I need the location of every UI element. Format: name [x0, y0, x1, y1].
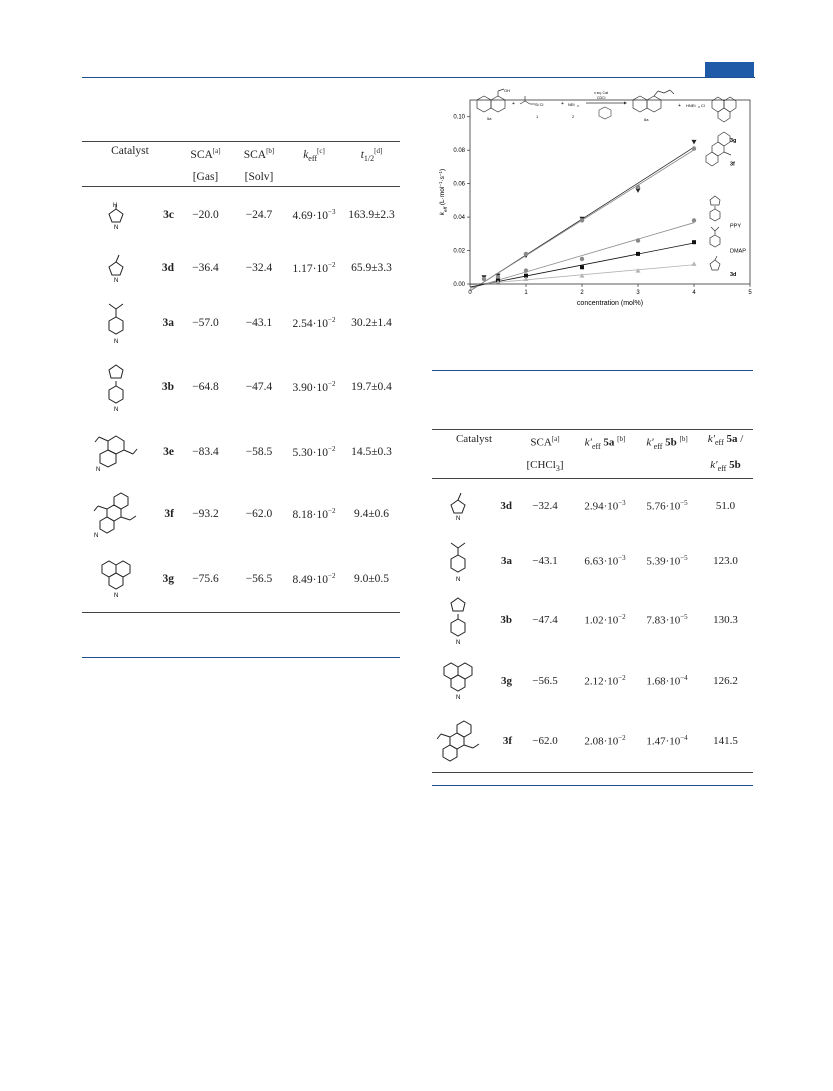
x-tick-label: 3 — [636, 290, 640, 296]
legend-structure-3g — [712, 97, 736, 122]
legend-structure-3d — [710, 256, 720, 270]
data-point — [524, 252, 528, 256]
structure-cyclohexyl-diamine-pyridine — [432, 711, 484, 773]
table-row: H N 3c −20.0 −24.7 $4.69\cdot 10^{-3}$ 163.9±2.3 — [82, 187, 400, 243]
svg-text:N: N — [456, 515, 461, 521]
structure-methylimidazole — [82, 243, 150, 294]
table-row: N 3b −47.4 $1.02\cdot 10^{-2}$ $7.83\cdot 10^{-5}$ 130.3 — [432, 589, 753, 651]
legend-structure-ppy — [710, 196, 720, 221]
reaction-scheme — [477, 88, 705, 122]
series-ppy — [470, 218, 696, 288]
svg-text:x eq. Cat: x eq. Cat — [594, 91, 609, 95]
svg-text:CDCl: CDCl — [597, 96, 606, 100]
section-rule-right-2 — [432, 785, 753, 786]
svg-text:3: 3 — [577, 104, 579, 108]
structure-imidazole — [82, 187, 150, 243]
y-tick-label: 0.08 — [453, 148, 465, 155]
svg-text:N: N — [114, 224, 119, 231]
compound-6a — [633, 90, 674, 122]
col-sca-unit: [CHCl$_3$] — [516, 456, 574, 479]
table-row: N 3f −93.2 −62.0 $8.18\cdot 10^{-2}$ 9.4±0.6 — [82, 482, 400, 547]
compound-2 — [568, 102, 579, 119]
series-label-dmap: DMAP — [730, 248, 746, 255]
data-point — [636, 252, 640, 256]
data-point — [482, 277, 486, 281]
svg-text:N: N — [94, 533, 99, 539]
y-tick-label: 0.10 — [453, 114, 465, 121]
svg-text:NEt: NEt — [568, 102, 575, 107]
page-number-block — [705, 62, 754, 77]
svg-text:N: N — [456, 694, 461, 701]
svg-text:N: N — [114, 338, 119, 345]
col-sca-solv: SCA[b] — [233, 142, 285, 169]
col-ratio-denominator: $k'_{eff}$ 5b — [698, 456, 753, 479]
col-keff-5a: $k'_{eff}$ 5a [b] — [574, 430, 636, 456]
data-point — [692, 146, 696, 150]
y-tick-label: 0.06 — [453, 181, 465, 188]
series-dmap — [470, 240, 696, 287]
series-label-3d: 3d — [730, 271, 737, 278]
series-label-3g: 3g — [730, 138, 737, 145]
table-1 — [82, 141, 400, 613]
col-keff-5b: $k'_{eff}$ 5b [b] — [636, 430, 698, 456]
svg-text:N: N — [114, 406, 119, 413]
structure-dmap — [432, 533, 484, 589]
structure-methylimidazole — [432, 479, 484, 533]
y-tick-label: 0.04 — [453, 215, 465, 222]
svg-text:N: N — [114, 278, 119, 285]
structure-julolidine-pyridine — [432, 651, 484, 711]
svg-text:N: N — [114, 593, 119, 600]
x-axis-label: concentration (mol%) — [576, 300, 644, 307]
data-point — [636, 268, 641, 273]
structure-ppy — [82, 352, 150, 422]
col-catalyst: Catalyst — [82, 142, 178, 169]
data-point — [580, 257, 584, 261]
data-point — [580, 265, 584, 269]
legend-structure-3f — [706, 132, 731, 166]
series-labels — [730, 138, 746, 278]
table-row: N 3g −75.6 −56.5 $8.49\cdot 10^{-2}$ 9.0±0.5 — [82, 547, 400, 613]
col-ratio: $k'_{eff}$ 5a / — [698, 430, 753, 456]
legend-structures — [706, 97, 736, 270]
x-tick-label: 4 — [692, 290, 696, 296]
data-point — [580, 273, 585, 278]
svg-text:N: N — [456, 576, 461, 582]
section-rule-right-1 — [432, 370, 753, 371]
table-row: N 3a −57.0 −43.1 $2.54\cdot 10^{-2}$ 30.2±1.4 — [82, 294, 400, 352]
series-label-3f: 3f — [730, 161, 735, 168]
data-point — [636, 238, 640, 242]
svg-text:OH: OH — [504, 88, 510, 93]
keff-chart — [430, 86, 760, 318]
structure-julolidine-pyridine — [82, 547, 150, 613]
header-rule — [82, 77, 755, 78]
structure-ppy — [432, 589, 484, 651]
x-tick-label: 0 — [468, 290, 472, 296]
col-sca-solv-unit: [Solv] — [233, 168, 285, 187]
table-row: N 3g −56.5 $2.12\cdot 10^{-2}$ $1.68\cdot 10^{-4}$ 126.2 — [432, 651, 753, 711]
svg-text:3: 3 — [698, 105, 700, 109]
col-catalyst: Catalyst — [432, 430, 516, 456]
legend-structure-dmap — [710, 227, 720, 247]
y-tick-label: 0.02 — [453, 248, 465, 255]
table-row: 3f −62.0 $2.08\cdot 10^{-2}$ $1.47\cdot 10^{-4}$ 141.5 — [432, 711, 753, 773]
plot-area — [470, 140, 697, 291]
x-tick-label: 2 — [580, 290, 584, 296]
table-row: N 3d −32.4 $2.94\cdot 10^{-3}$ $5.76\cdot 10^{-5}$ 51.0 — [432, 479, 753, 533]
y-tick-label: 0.00 — [453, 282, 465, 288]
col-sca-gas: SCA[a] — [178, 142, 233, 169]
structure-cyclohexyl-diamine-pyridine — [82, 482, 150, 547]
col-thalf: $t_{1/2}[d]$ — [343, 142, 400, 169]
data-point — [692, 240, 696, 244]
trend-line-ppy — [470, 223, 694, 289]
structure-diethyl-diamine-pyridine — [82, 422, 150, 482]
structure-dmap — [82, 294, 150, 352]
reaction-arrow — [586, 91, 627, 119]
x-tick-label: 1 — [524, 290, 528, 296]
section-rule-left — [82, 657, 400, 658]
table-row: N 3a −43.1 $6.63\cdot 10^{-3}$ $5.39\cdot 10^{-5}$ 123.0 — [432, 533, 753, 589]
col-sca-gas-unit: [Gas] — [178, 168, 233, 187]
data-point — [524, 268, 528, 272]
data-point — [636, 185, 640, 189]
svg-text:HNEt: HNEt — [686, 103, 696, 108]
svg-text:5a: 5a — [487, 116, 492, 121]
col-sca: SCA[a] — [516, 430, 574, 456]
svg-text:Si Cl: Si Cl — [535, 102, 544, 107]
table-row: N 3d −36.4 −32.4 $1.17\cdot 10^{-2}$ 65.9±3.3 — [82, 243, 400, 294]
data-point — [692, 261, 697, 266]
svg-text:H: H — [113, 202, 118, 209]
svg-text:+: + — [678, 103, 681, 109]
y-axis-label: $k_{eff}$ $(L\cdot mol^{-1}\cdot s^{-1})$ — [437, 168, 448, 216]
compound-1 — [520, 96, 544, 119]
compound-5a — [477, 88, 510, 121]
data-point — [692, 218, 696, 222]
table-row: N 3b −64.8 −47.4 $3.90\cdot 10^{-2}$ 19.7±0.4 — [82, 352, 400, 422]
svg-text:N: N — [96, 466, 101, 472]
col-keff: $k_{eff}[c]$ — [285, 142, 343, 169]
svg-text:+: + — [561, 101, 564, 107]
series-label-ppy: PPY — [730, 223, 742, 230]
data-point — [580, 218, 584, 222]
trend-line-dmap — [470, 243, 694, 287]
x-tick-label: 5 — [748, 290, 752, 296]
data-point — [692, 140, 697, 145]
plot-frame — [470, 100, 750, 284]
svg-text:+: + — [512, 101, 515, 107]
svg-text:1: 1 — [536, 114, 539, 119]
svg-text:Cl: Cl — [701, 103, 705, 108]
table-2 — [432, 429, 753, 773]
svg-text:6a: 6a — [644, 117, 649, 122]
table-row: N 3e −83.4 −58.5 $5.30\cdot 10^{-2}$ 14.5±0.3 — [82, 422, 400, 482]
svg-text:N: N — [456, 639, 461, 645]
svg-text:2: 2 — [572, 114, 575, 119]
